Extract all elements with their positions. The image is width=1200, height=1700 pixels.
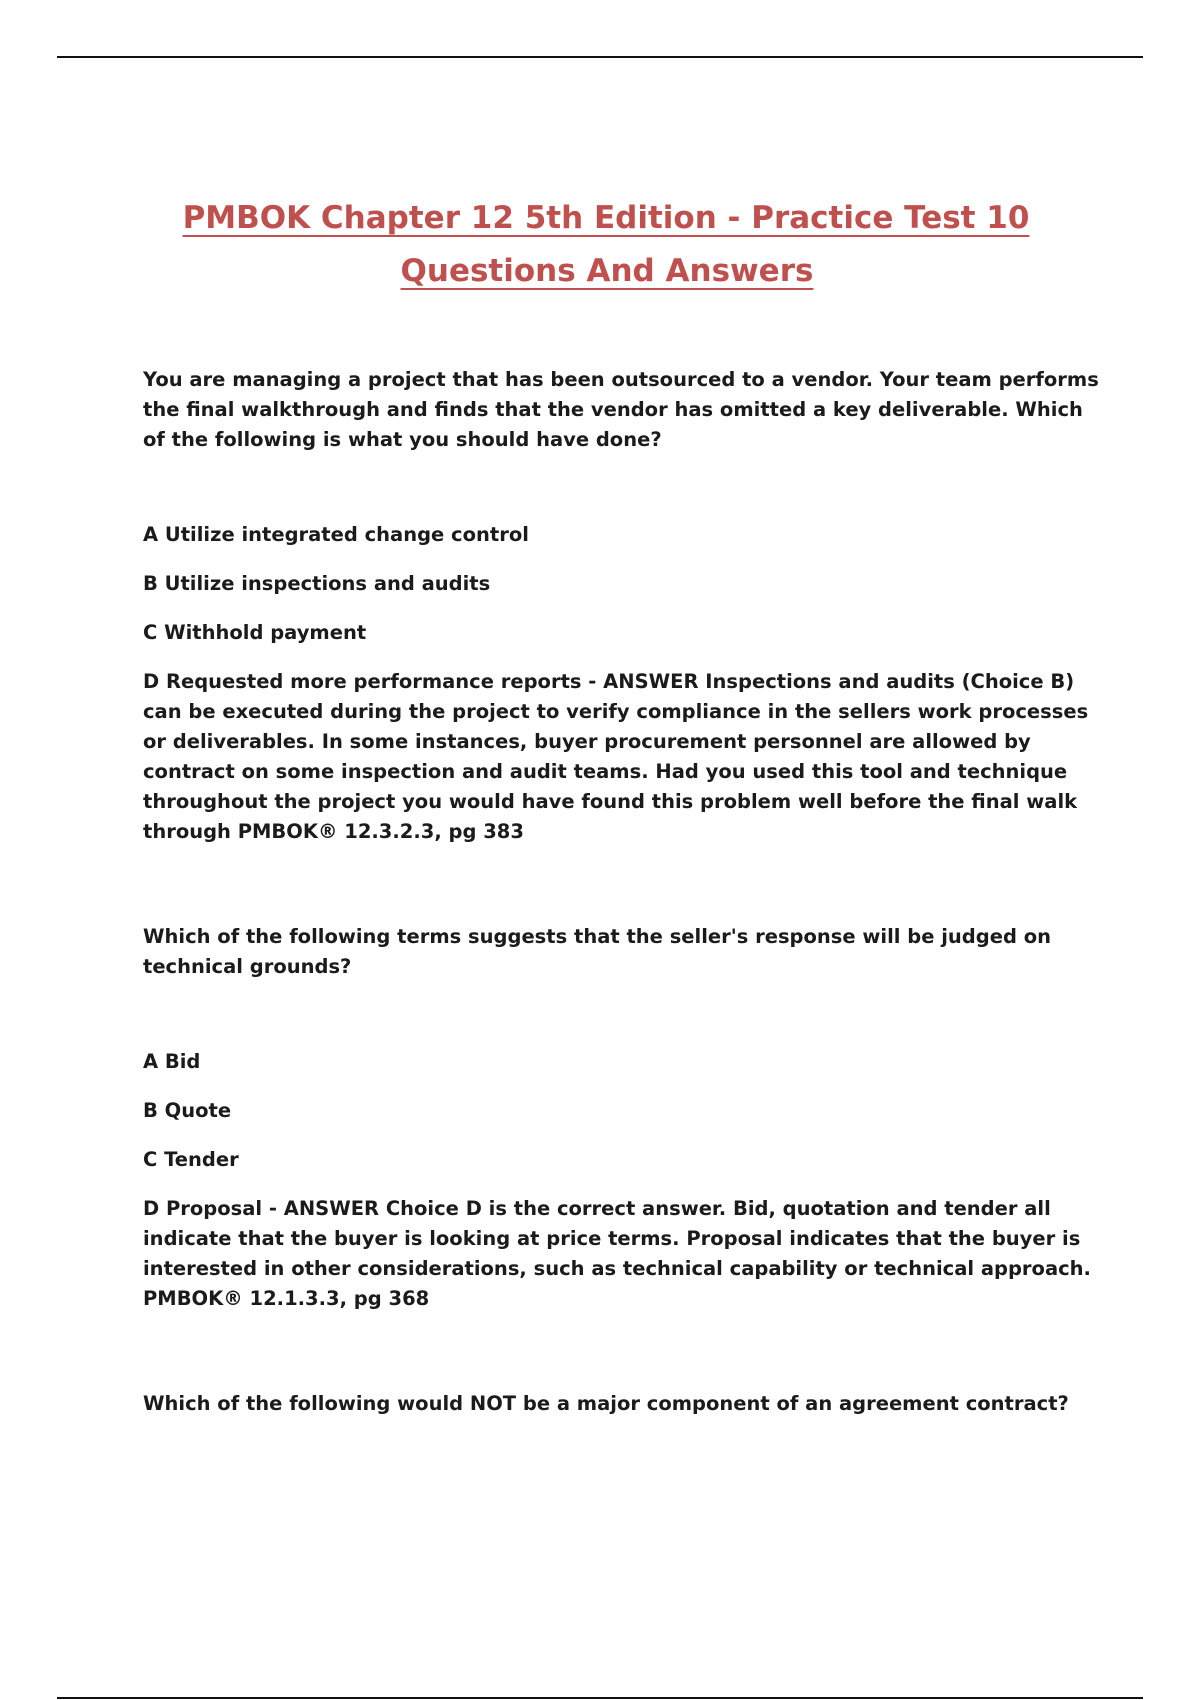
- option-a: A Utilize integrated change control: [143, 523, 529, 546]
- question-text: You are managing a project that has been outsourced to a vendor. Your team performs the final walkthrough and finds that the vendor has omitted a key deliverable. Which of the following is what you should have done?: [143, 368, 1099, 451]
- option-a: A Bid: [143, 1050, 201, 1073]
- option-b: B Utilize inspections and audits: [143, 572, 491, 595]
- question-2: [143, 922, 1108, 1314]
- bottom-rule: [57, 1697, 1143, 1699]
- option-d-with-answer: D Requested more performance reports - ANSWER Inspections and audits (Choice B) can be executed during the project to verify compliance in the sellers work processes or deliverables. In some instances, buyer procurement personnel are allowed by contract on some inspection and audit teams. Had you used this tool and technique throughout the project you would have found this problem well before the final walk through PMBOK® 12.3.2.3, pg 383: [143, 670, 1089, 843]
- option-d-with-answer: D Proposal - ANSWER Choice D is the correct answer. Bid, quotation and tender all indicate that the buyer is looking at price terms. Proposal indicates that the buyer is interested in other considerations, such as technical capability or technical approach. PMBOK® 12.1.3.3, pg 368: [143, 1197, 1091, 1310]
- question-text: Which of the following would NOT be a major component of an agreement contract?: [143, 1392, 1069, 1415]
- title-line-1: PMBOK Chapter 12 5th Edition - Practice Test 10: [182, 200, 1030, 236]
- document-body: [143, 365, 1108, 1419]
- option-c: C Tender: [143, 1148, 239, 1171]
- title-line-2: Questions And Answers: [400, 253, 814, 289]
- question-text: Which of the following terms suggests that the seller's response will be judged on technical grounds?: [143, 925, 1051, 978]
- option-b: B Quote: [143, 1099, 232, 1122]
- top-rule: [57, 56, 1143, 58]
- option-c: C Withhold payment: [143, 621, 367, 644]
- question-1: [143, 365, 1108, 847]
- question-3: [143, 1389, 1108, 1419]
- document-title: [0, 192, 1200, 298]
